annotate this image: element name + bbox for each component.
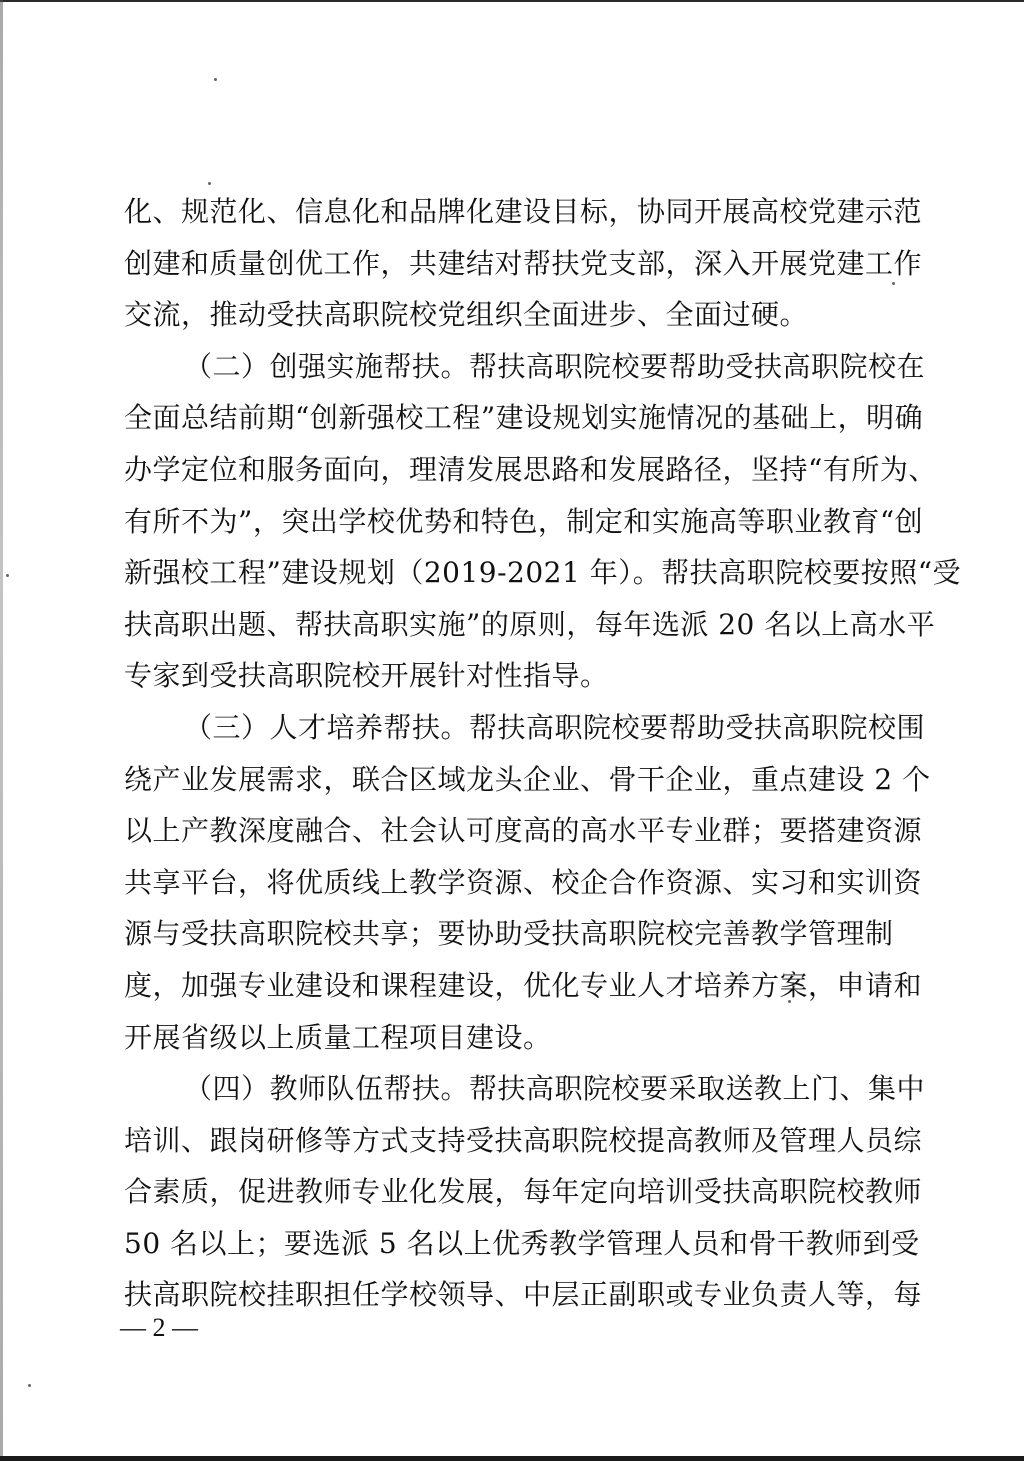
text-line: （三）人才培养帮扶。帮扶高职院校要帮助受扶高职院校围 [184,710,926,744]
scan-speck [6,574,9,577]
scan-edge-top [0,0,1024,2]
text-line: （四）教师队伍帮扶。帮扶高职院校要采取送教上门、集中 [184,1072,926,1106]
scan-speck [28,1384,31,1387]
text-line: 50 名以上；要选派 5 名以上优秀教学管理人员和骨干教师到受 [124,1226,920,1260]
text-line: 以上产教深度融合、社会认可度高的高水平专业群；要搭建资源 [124,814,923,848]
text-line: 化、规范化、信息化和品牌化建设目标，协同开展高校党建示范 [124,195,923,228]
text-line: 交流，推动受扶高职院校党组织全面进步、全面过硬。 [124,298,809,332]
text-line: 培训、跟岗研修等方式支持受扶高职院校提高教师及管理人员综 [124,1123,923,1157]
text-line: 共享平台，将优质线上教学资源、校企合作资源、实习和实训资 [124,865,923,899]
scan-speck [892,282,895,285]
text-line: 度，加强专业建设和课程建设，优化专业人才培养方案，申请和 [124,968,923,1002]
scan-edge-left [0,0,3,1461]
scan-edge-bottom [0,1456,1024,1461]
text-line: 有所不为”，突出学校优势和特色，制定和实施高等职业教育“创 [124,504,924,538]
text-line: （二）创强实施帮扶。帮扶高职院校要帮助受扶高职院校在 [184,349,926,383]
text-line: 办学定位和服务面向，理清发展思路和发展路径，坚持“有所为、 [124,452,937,486]
scan-speck [208,182,211,185]
text-line: 创建和质量创优工作，共建结对帮扶党支部，深入开展党建工作 [124,246,923,280]
text-line: 扶高职出题、帮扶高职实施”的原则，每年选派 20 名以上高水平 [124,607,936,641]
text-line: 开展省级以上质量工程项目建设。 [124,1020,552,1054]
scan-speck [214,78,217,81]
text-line: 扶高职院校挂职担任学校领导、中层正副职或专业负责人等，每 [124,1278,923,1312]
page-number: — 2 — [120,1313,198,1342]
text-line: 源与受扶高职院校共享；要协助受扶高职院校完善教学管理制 [124,917,894,951]
text-line: 全面总结前期“创新强校工程”建设规划实施情况的基础上，明确 [124,401,924,435]
text-line: 专家到受扶高职院校开展针对性指导。 [124,659,609,693]
text-line: 新强校工程”建设规划（2019-2021 年）。帮扶高职院校要按照“受 [124,556,962,590]
text-line: 合素质，促进教师专业化发展，每年定向培训受扶高职院校教师 [124,1175,923,1209]
document-body [124,186,962,1321]
text-line: 绕产业发展需求，联合区域龙头企业、骨干企业，重点建设 2 个 [124,762,931,796]
